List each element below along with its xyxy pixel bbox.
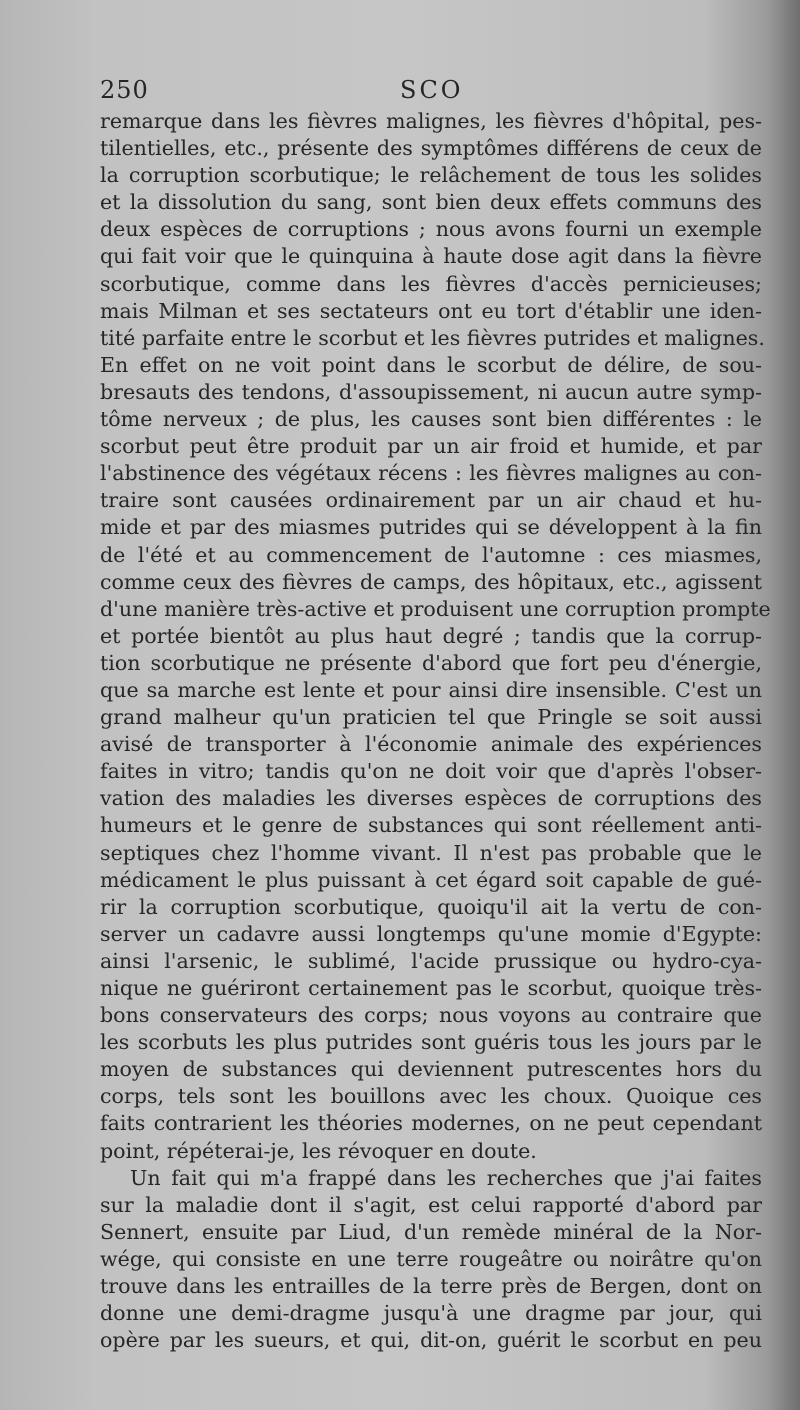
text-line: sur la maladie dont il s'agit, est celui rapporté d'abord par xyxy=(100,1192,762,1217)
text-line: mide et par des miasmes putrides qui se développent à la fin xyxy=(100,515,762,540)
text-line: la corruption scorbutique; le relâchement de tous les solides xyxy=(100,163,762,188)
text-line: En effet on ne voit point dans le scorbut de délire, de sou- xyxy=(100,352,762,377)
text-line: moyen de substances qui deviennent putrescentes hors du xyxy=(100,1057,762,1082)
running-head: SCO xyxy=(400,76,464,104)
text-line: humeurs et le genre de substances qui sont réellement anti- xyxy=(100,813,762,838)
text-line: les scorbuts les plus putrides sont guéris tous les jours par le xyxy=(100,1030,762,1055)
text-line: nique ne guériront certainement pas le scorbut, quoique très- xyxy=(100,976,762,1000)
text-line: deux espèces de corruptions ; nous avons fourni un exemple xyxy=(100,217,762,242)
text-line: server un cadavre aussi longtemps qu'une momie d'Egypte: xyxy=(100,921,762,946)
text-line: comme ceux des fièvres de camps, des hôpitaux, etc., agissent xyxy=(100,569,762,594)
text-line: tion scorbutique ne présente d'abord que fort peu d'énergie, xyxy=(100,650,762,675)
text-line: tilentielles, etc., présente des symptômes différens de ceux de xyxy=(100,136,762,161)
text-line: faits contrarient les théories modernes, on ne peut cependant xyxy=(100,1111,762,1136)
text-line: trouve dans les entrailles de la terre près de Bergen, dont on xyxy=(100,1274,762,1299)
body-text xyxy=(100,108,771,1354)
text-line: donne une demi-dragme jusqu'à une dragme par jour, qui xyxy=(100,1301,762,1326)
text-line: remarque dans les fièvres malignes, les fièvres d'hôpital, pes- xyxy=(100,109,762,133)
text-line: opère par les sueurs, et qui, dit-on, guérit le scorbut en peu xyxy=(100,1328,762,1353)
text-line: bons conservateurs des corps; nous voyons au contraire que xyxy=(100,1003,762,1028)
text-line: et portée bientôt au plus haut degré ; tandis que la corrup- xyxy=(100,623,762,648)
text-line: de l'été et au commencement de l'automne : ces miasmes, xyxy=(100,542,762,567)
text-line: mais Milman et ses sectateurs ont eu tort d'établir une iden- xyxy=(100,298,762,323)
text-line: corps, tels sont les bouillons avec les choux. Quoique ces xyxy=(100,1084,762,1109)
text-line: tité parfaite entre le scorbut et les fièvres putrides et malignes. xyxy=(100,325,765,350)
text-line: tôme nerveux ; de plus, les causes sont bien différentes : le xyxy=(100,407,762,432)
text-line: wége, qui consiste en une terre rougeâtre ou noirâtre qu'on xyxy=(100,1246,762,1271)
text-line: grand malheur qu'un praticien tel que Pringle se soit aussi xyxy=(100,705,762,730)
text-line: faites in vitro; tandis qu'on ne doit voir que d'après l'obser- xyxy=(100,759,762,784)
text-line: et la dissolution du sang, sont bien deux effets communs des xyxy=(100,190,762,215)
text-line: que sa marche est lente et pour ainsi dire insensible. C'est un xyxy=(100,677,762,702)
text-line: vation des maladies les diverses espèces de corruptions des xyxy=(100,786,762,811)
text-line: médicament le plus puissant à cet égard soit capable de gué- xyxy=(100,867,762,892)
page-header xyxy=(100,76,760,106)
text-line: avisé de transporter à l'économie animale des expériences xyxy=(100,732,762,757)
text-line: ainsi l'arsenic, le sublimé, l'acide prussique ou hydro-cya- xyxy=(100,948,762,973)
text-line: septiques chez l'homme vivant. Il n'est pas probable que le xyxy=(100,840,762,865)
text-line: bresauts des tendons, d'assoupissement, ni aucun autre symp- xyxy=(100,379,762,404)
text-line: Un fait qui m'a frappé dans les recherches que j'ai faites xyxy=(130,1165,762,1190)
text-line: scorbutique, comme dans les fièvres d'accès pernicieuses; xyxy=(100,271,762,296)
text-line: point, répéterai-je, les révoquer en doute. xyxy=(100,1138,537,1163)
page-number: 250 xyxy=(100,76,149,104)
text-line: Sennert, ensuite par Liud, d'un remède minéral de la Nor- xyxy=(100,1219,762,1244)
text-line: traire sont causées ordinairement par un air chaud et hu- xyxy=(100,488,762,513)
text-line: scorbut peut être produit par un air froid et humide, et par xyxy=(100,434,762,459)
text-line: l'abstinence des végétaux récens : les fièvres malignes au con- xyxy=(100,461,762,486)
text-line: d'une manière très-active et produisent une corruption prompte xyxy=(100,596,771,621)
text-line: qui fait voir que le quinquina à haute dose agit dans la fièvre xyxy=(100,244,762,269)
text-line: rir la corruption scorbutique, quoiqu'il ait la vertu de con- xyxy=(100,894,762,919)
